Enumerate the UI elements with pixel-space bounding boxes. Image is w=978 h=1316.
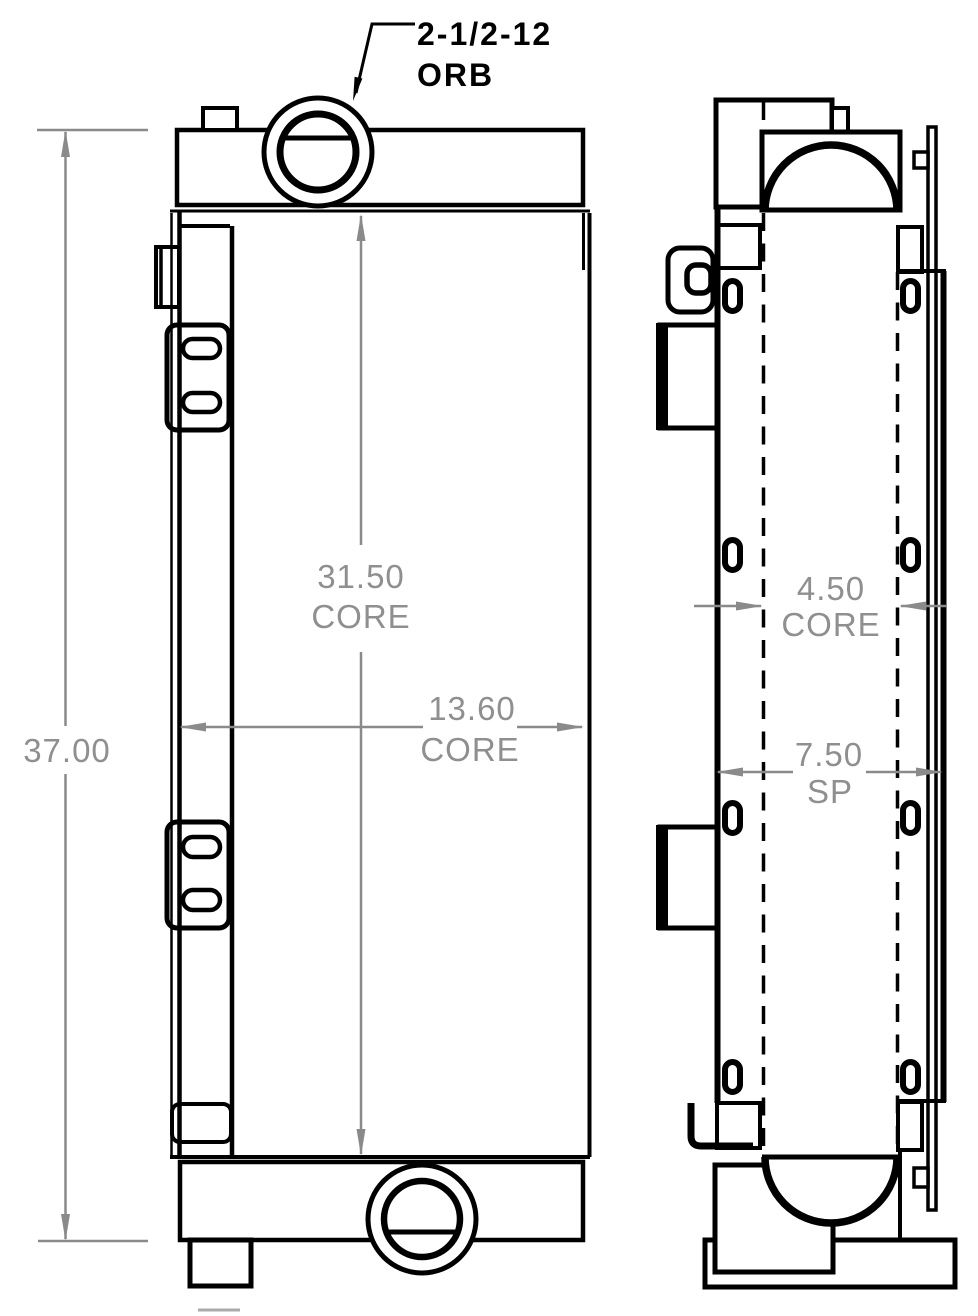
dim-core-height-value: 31.50	[317, 558, 405, 595]
front-lower-bracket-slot-2	[183, 890, 220, 910]
side-upper-left-bracket	[668, 248, 713, 312]
dim-core-width	[179, 690, 584, 768]
side-left-top-rect	[717, 225, 760, 268]
front-upper-bracket-slot-1	[183, 339, 220, 358]
side-right-plate	[928, 127, 936, 1210]
side-right-plate-tab-bottom	[914, 1168, 928, 1187]
side-view	[656, 100, 955, 1287]
dim-core-height	[311, 214, 410, 1156]
dim-side-plate-value: 7.50	[794, 736, 864, 773]
side-right-bottom-rect	[898, 1102, 922, 1150]
callout-port-type: ORB	[417, 57, 495, 93]
dim-core-depth-suffix: CORE	[781, 606, 881, 643]
dim-side-plate	[716, 736, 943, 810]
dim-overall-height-text: 37.00	[23, 732, 111, 769]
side-top-block-tab	[832, 108, 848, 133]
side-right-plate-tab-top	[914, 152, 928, 168]
arrow-right	[557, 723, 584, 732]
side-slot-ovals	[725, 281, 918, 1092]
side-right-top-rect	[898, 227, 922, 272]
front-upper-bracket	[167, 325, 229, 430]
arrow-left-tip	[899, 602, 926, 611]
dim-core-depth	[694, 570, 947, 643]
front-bottom-orb-port	[368, 1165, 476, 1273]
arrow-down	[61, 1214, 70, 1241]
dim-side-plate-suffix: SP	[806, 773, 854, 810]
dim-core-width-suffix: CORE	[420, 731, 520, 768]
front-upper-bracket-slot-2	[183, 393, 220, 412]
arrow-up	[357, 214, 366, 241]
callout-thread-size: 2-1/2-12	[417, 16, 553, 52]
orb-callout	[353, 16, 552, 101]
dim-overall-height	[23, 130, 148, 1241]
side-left-bracket-lower	[656, 825, 717, 930]
front-top-tab	[203, 108, 237, 130]
front-lower-bracket-slot-1	[183, 837, 220, 857]
side-left-bottom-rect	[717, 1103, 760, 1148]
side-upper-left-bracket-hole	[687, 265, 711, 293]
leader-line	[356, 24, 415, 93]
side-left-bracket-upper	[656, 323, 717, 430]
front-top-tank	[177, 130, 583, 205]
arrow-left	[179, 723, 206, 732]
front-bottom-foot	[190, 1240, 251, 1286]
front-lower-bracket	[167, 822, 229, 928]
front-view	[156, 98, 590, 1310]
dim-core-depth-value: 4.50	[796, 570, 866, 607]
arrow-down	[357, 1129, 366, 1156]
arrow-right-tip	[736, 602, 763, 611]
front-top-orb-port	[264, 98, 372, 206]
arrow-up	[61, 130, 70, 157]
leader-arrowhead	[353, 77, 362, 101]
dim-core-height-suffix: CORE	[311, 598, 411, 635]
dim-core-width-value: 13.60	[428, 690, 516, 727]
